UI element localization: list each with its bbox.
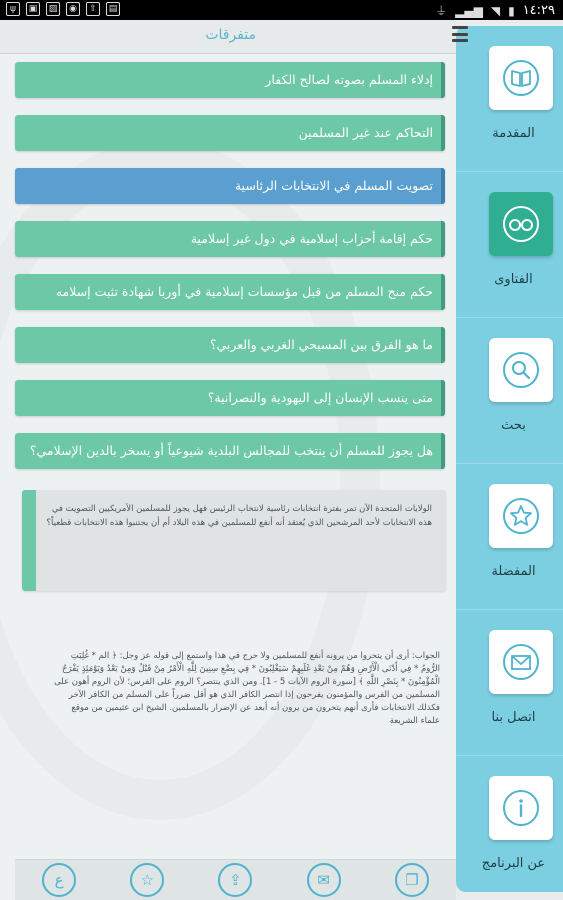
list-item-accent (441, 327, 445, 363)
list-item-label: تصويت المسلم في الانتخابات الرئاسية (234, 178, 433, 193)
list-item[interactable] (15, 221, 445, 257)
list-item-label: ما هو الفرق بين المسيحي الغربي والعربي؟ (209, 337, 433, 352)
sidebar-item-contact[interactable] (456, 610, 563, 756)
list-item-accent (441, 274, 445, 310)
status-bar (0, 0, 563, 20)
question-text: الولايات المتحدة الآن تمر بفترة انتخابات رئاسية لانتخاب الرئيس فهل يجوز للمسلمين الأمريكيين التصويت في هذه الانتخابات لأحد المرشحين الذي يُعتقد أنه أنفع للمسلمين في هذه البلاد أم أن يجتنبوا هذه الانتخابات قطعياً؟ (46, 504, 432, 528)
list-item[interactable] (15, 274, 445, 310)
mail-icon (489, 630, 553, 694)
header (0, 20, 456, 54)
app-icon: ◉ (66, 2, 80, 16)
sidebar-item-fatwas[interactable] (456, 172, 563, 318)
upload-icon: ⇧ (86, 2, 100, 16)
sidebar-item-label: المقدمة (492, 126, 535, 141)
list-item-accent (441, 168, 445, 204)
favorite-button[interactable]: ☆ (130, 863, 164, 897)
sidebar-item-label: عن البرنامج (481, 856, 546, 871)
font-size-button[interactable]: ع (42, 863, 76, 897)
list-item-selected[interactable] (15, 168, 445, 204)
battery-icon: ▮ (508, 3, 515, 18)
file-icon: ▤ (106, 2, 120, 16)
list-item-accent (441, 221, 445, 257)
signal-icon: ▂▄▆ (455, 3, 483, 18)
list-item-label: هل يجوز للمسلم أن ينتخب للمجالس البلدية شيوعياً أو يسخر بالدين الإسلامي؟ (29, 443, 433, 458)
sidebar-item-about[interactable] (456, 756, 563, 892)
copy-button[interactable]: ❐ (395, 863, 429, 897)
list-item[interactable] (15, 327, 445, 363)
usb-debug-icon: ⏚ (435, 4, 448, 18)
list-item-label: حكم إقامة أحزاب إسلامية في دول غير إسلامية (190, 231, 433, 246)
picture-icon: ▨ (46, 2, 60, 16)
sidebar-item-label: اتصل بنا (491, 710, 536, 725)
sidebar-item-search[interactable] (456, 318, 563, 464)
clock: ١٤:٢٩ (522, 3, 555, 18)
main-panel (0, 20, 456, 900)
list-item[interactable] (15, 115, 445, 151)
list-item-label: حكم منح المسلم من قبل مؤسسات إسلامية في أوربا شهادة تثبت إسلامه (55, 284, 433, 299)
list-item-accent (441, 62, 445, 98)
bottom-toolbar (15, 859, 456, 900)
sidebar-item-favorites[interactable] (456, 464, 563, 610)
list-item-label: إدلاء المسلم بصوته لصالح الكفار (265, 72, 433, 87)
share-button[interactable]: ⇪ (218, 863, 252, 897)
sidebar (456, 26, 563, 892)
email-button[interactable]: ✉ (307, 863, 341, 897)
system-icons (435, 2, 555, 19)
list-item[interactable] (15, 380, 445, 416)
sidebar-item-label: الفتاوى (494, 272, 533, 287)
question-accent (22, 490, 36, 591)
sidebar-item-intro[interactable] (456, 26, 563, 172)
list-item-accent (441, 433, 445, 469)
wifi-icon: ◥ (490, 3, 501, 18)
question-box (22, 490, 446, 591)
sidebar-item-label: المفضلة (491, 564, 536, 579)
glasses-icon (489, 192, 553, 256)
list-item-label: متى ينسب الإنسان إلى اليهودية والنصرانية؟ (207, 390, 433, 405)
list-item[interactable] (15, 62, 445, 98)
image-icon: ▣ (26, 2, 40, 16)
list-item-accent (441, 115, 445, 151)
sidebar-item-label: بحث (501, 418, 526, 433)
menu-icon[interactable] (452, 26, 468, 42)
list-item[interactable] (15, 433, 445, 469)
notification-icons (6, 2, 120, 16)
book-icon (489, 46, 553, 110)
list-item-accent (441, 380, 445, 416)
search-icon (489, 338, 553, 402)
page-title: متفرقات (205, 27, 256, 43)
usb-icon: ψ (6, 2, 20, 16)
answer-text: الجواب: أرى أن يتحروا من يرونه أنفع للمسلمين ولا حرج في هذا واستمع إلى قوله عز وجل: ﴿ الم * غُلِبَتِ الرُّومُ * فِي أَدْنَى الْأَرْضِ وَهُمْ مِنْ بَعْدِ غَلَبِهِمْ سَيَغْلِبُونَ * فِي بِضْعِ سِنِينَ لِلَّهِ الْأَمْرُ مِنْ قَبْلُ وَمِنْ بَعْدُ وَيَوْمَئِذٍ يَفْرَحُ الْمُؤْمِنُونَ * بِنَصْرِ اللَّهِ ﴾ [سورة الروم الآيات 5 - 1]. ومن الذي ينتصر؟ الروم على الفرس؛ لأن الروم أهون على المسلمين من الفرس والمؤمنون يفرحون إذا انتصر الكافر الذي هو أقل ضرراً على المسلم من الكافر الآخر فكذلك الانتخابات فأرى أنهم يتحرون من يرون أنه أبعد عن الإضرار بالمسلمين. الشيخ ابن عثيمين من موقع علماء الشريعة (54, 651, 440, 726)
list-item-label: التحاكم عند غير المسلمين (298, 125, 433, 140)
star-icon (489, 484, 553, 548)
info-icon (489, 776, 553, 840)
